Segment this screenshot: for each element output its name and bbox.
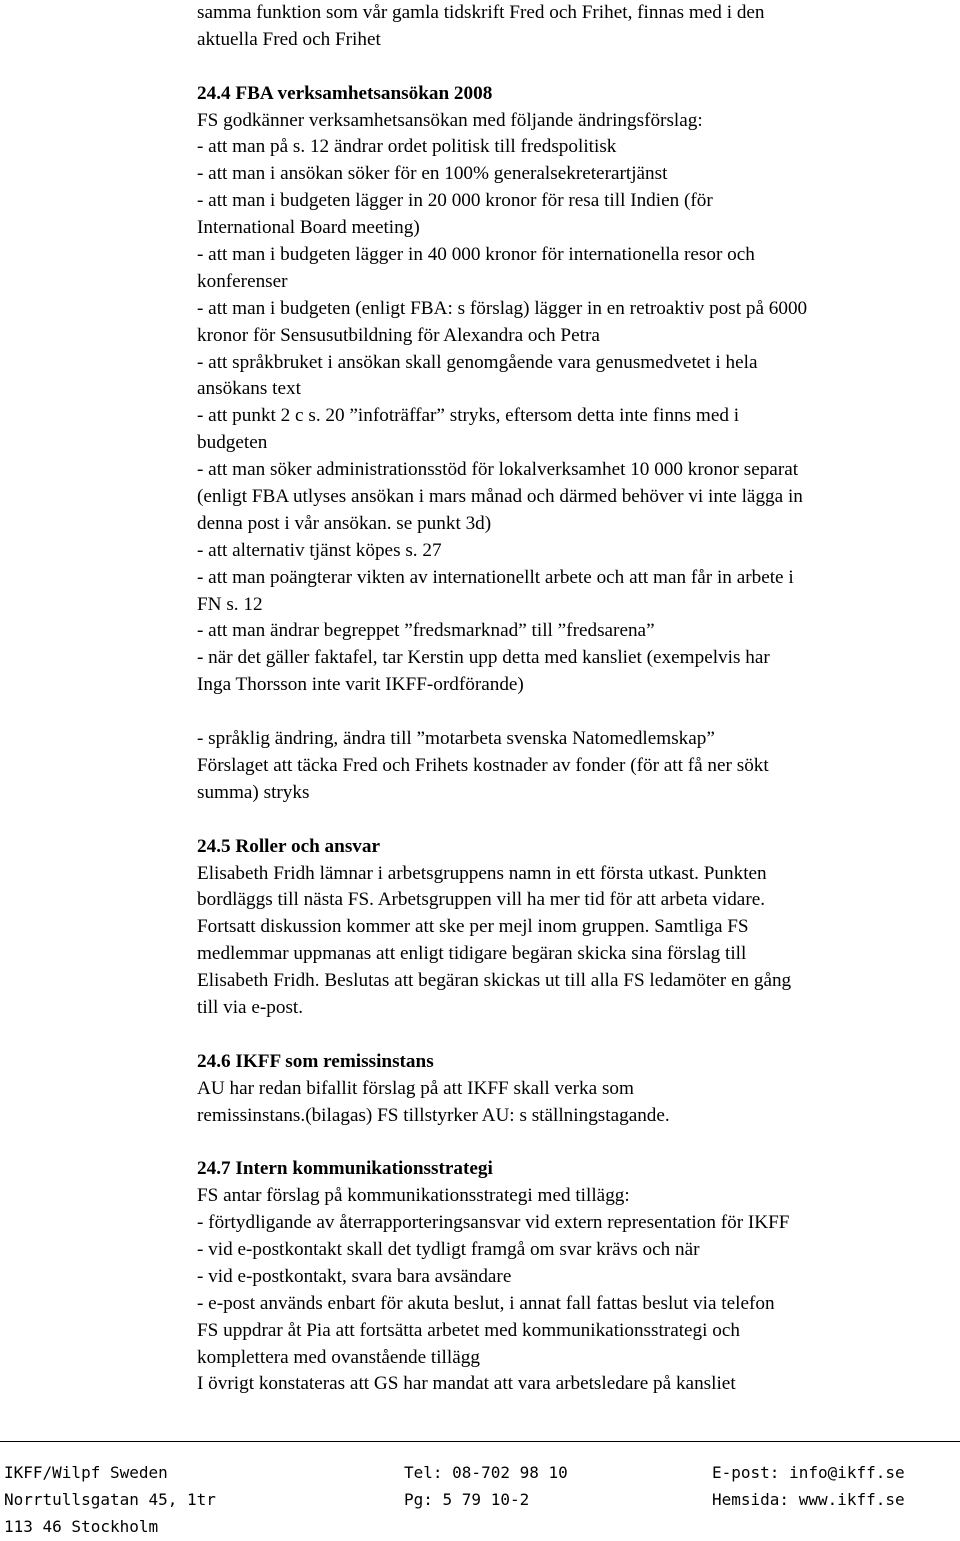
footer-row (0, 1459, 960, 1486)
blank-line (197, 1022, 957, 1049)
list-item: - att man söker administrationsstöd för lokalverksamhet 10 000 kronor separat (197, 459, 799, 481)
text-line: denna post i vår ansökan. se punkt 3d) (197, 512, 492, 534)
text-line: Elisabeth Fridh. Beslutas att begäran skickas ut till alla FS ledamöter en gång (197, 970, 792, 992)
text-line: (enligt FBA utlyses ansökan i mars månad och därmed behöver vi inte lägga in (197, 486, 803, 508)
list-item: - vid e-postkontakt, svara bara avsändare (197, 1265, 512, 1287)
text-line: remissinstans.(bilagas) FS tillstyrker AU: s ställningstagande. (197, 1104, 670, 1126)
section-heading-24-7: 24.7 Intern kommunikationsstrategi (197, 1158, 493, 1180)
blank-line (197, 54, 957, 81)
text-line: till via e-post. (197, 996, 304, 1018)
list-item: - vid e-postkontakt skall det tydligt framgå om svar krävs och när (197, 1238, 700, 1260)
text-line: Fortsatt diskussion kommer att ske per mejl inom gruppen. Samtliga FS (197, 916, 749, 938)
text-line: I övrigt konstateras att GS har mandat att vara arbetsledare på kansliet (197, 1373, 736, 1395)
text-line: ansökans text (197, 378, 301, 400)
text-line: AU har redan bifallit förslag på att IKFF skall verka som (197, 1077, 634, 1099)
list-item: - att språkbruket i ansökan skall genomgående vara genusmedvetet i hela (197, 351, 758, 373)
text-line: International Board meeting) (197, 217, 420, 239)
text-line: FS uppdrar åt Pia att fortsätta arbetet med kommunikationsstrategi och (197, 1319, 740, 1341)
list-item: - språklig ändring, ändra till ”motarbeta svenska Natomedlemskap” (197, 728, 715, 750)
text-line: FS godkänner verksamhetsansökan med följande ändringsförslag: (197, 109, 703, 131)
text-line: aktuella Fred och Frihet (197, 28, 381, 50)
text-line: bordläggs till nästa FS. Arbetsgruppen vill ha mer tid för att arbeta vidare. (197, 889, 766, 911)
list-item: - att man poängterar vikten av internationellt arbete och att man får in arbete i (197, 566, 794, 588)
text-line: Elisabeth Fridh lämnar i arbetsgruppens namn in ett första utkast. Punkten (197, 862, 767, 884)
footer-pg: Pg: 5 79 10-2 (404, 1490, 530, 1510)
text-line: konferenser (197, 270, 288, 292)
text-line: kronor för Sensusutbildning för Alexandra och Petra (197, 324, 600, 346)
footer-city: 113 46 Stockholm (4, 1517, 159, 1537)
footer-row (0, 1513, 960, 1540)
section-heading-24-5: 24.5 Roller och ansvar (197, 835, 380, 857)
blank-line (197, 1129, 957, 1156)
footer-email: E-post: info@ikff.se (712, 1463, 905, 1482)
text-line: summa) stryks (197, 781, 310, 803)
page-footer (0, 1459, 960, 1541)
list-item: - att alternativ tjänst köpes s. 27 (197, 539, 442, 561)
footer-divider (0, 1441, 960, 1442)
footer-street: Norrtullsgatan 45, 1tr (4, 1490, 216, 1510)
text-line: medlemmar uppmanas att enligt tidigare begäran skicka sina förslag till (197, 943, 747, 965)
footer-web: Hemsida: www.ikff.se (712, 1490, 905, 1510)
footer-tel: Tel: 08-702 98 10 (404, 1463, 568, 1482)
document-body (197, 0, 957, 1398)
text-line: komplettera med ovanstående tillägg (197, 1346, 480, 1368)
blank-line (197, 699, 957, 726)
list-item: - att man i ansökan söker för en 100% generalsekreterartjänst (197, 163, 668, 185)
text-line: FN s. 12 (197, 593, 263, 615)
footer-org: IKFF/Wilpf Sweden (4, 1463, 168, 1482)
list-item: - att man i budgeten lägger in 40 000 kronor för internationella resor och (197, 244, 755, 266)
list-item: - att punkt 2 c s. 20 ”infoträffar” stryks, eftersom detta inte finns med i (197, 405, 740, 427)
text-line: Inga Thorsson inte varit IKFF-ordförande) (197, 674, 524, 696)
list-item: - att man i budgeten lägger in 20 000 kronor för resa till Indien (för (197, 190, 713, 212)
blank-line (197, 807, 957, 834)
section-heading-24-6: 24.6 IKFF som remissinstans (197, 1050, 434, 1072)
text-line: FS antar förslag på kommunikationsstrategi med tillägg: (197, 1185, 630, 1207)
text-line: budgeten (197, 432, 268, 454)
footer-row (0, 1486, 960, 1513)
list-item: - förtydligande av återrapporteringsansvar vid extern representation för IKFF (197, 1212, 790, 1234)
list-item: - när det gäller faktafel, tar Kerstin upp detta med kansliet (exempelvis har (197, 647, 770, 669)
list-item: - att man på s. 12 ändrar ordet politisk till fredspolitisk (197, 136, 617, 158)
list-item: - att man ändrar begreppet ”fredsmarknad” till ”fredsarena” (197, 620, 655, 642)
text-line: samma funktion som vår gamla tidskrift Fred och Frihet, finnas med i den (197, 2, 765, 23)
list-item: - e-post används enbart för akuta beslut, i annat fall fattas beslut via telefon (197, 1292, 775, 1314)
list-item: - att man i budgeten (enligt FBA: s förslag) lägger in en retroaktiv post på 6000 (197, 297, 808, 319)
section-heading-24-4: 24.4 FBA verksamhetsansökan 2008 (197, 82, 493, 104)
text-line: Förslaget att täcka Fred och Frihets kostnader av fonder (för att få ner sökt (197, 754, 769, 776)
